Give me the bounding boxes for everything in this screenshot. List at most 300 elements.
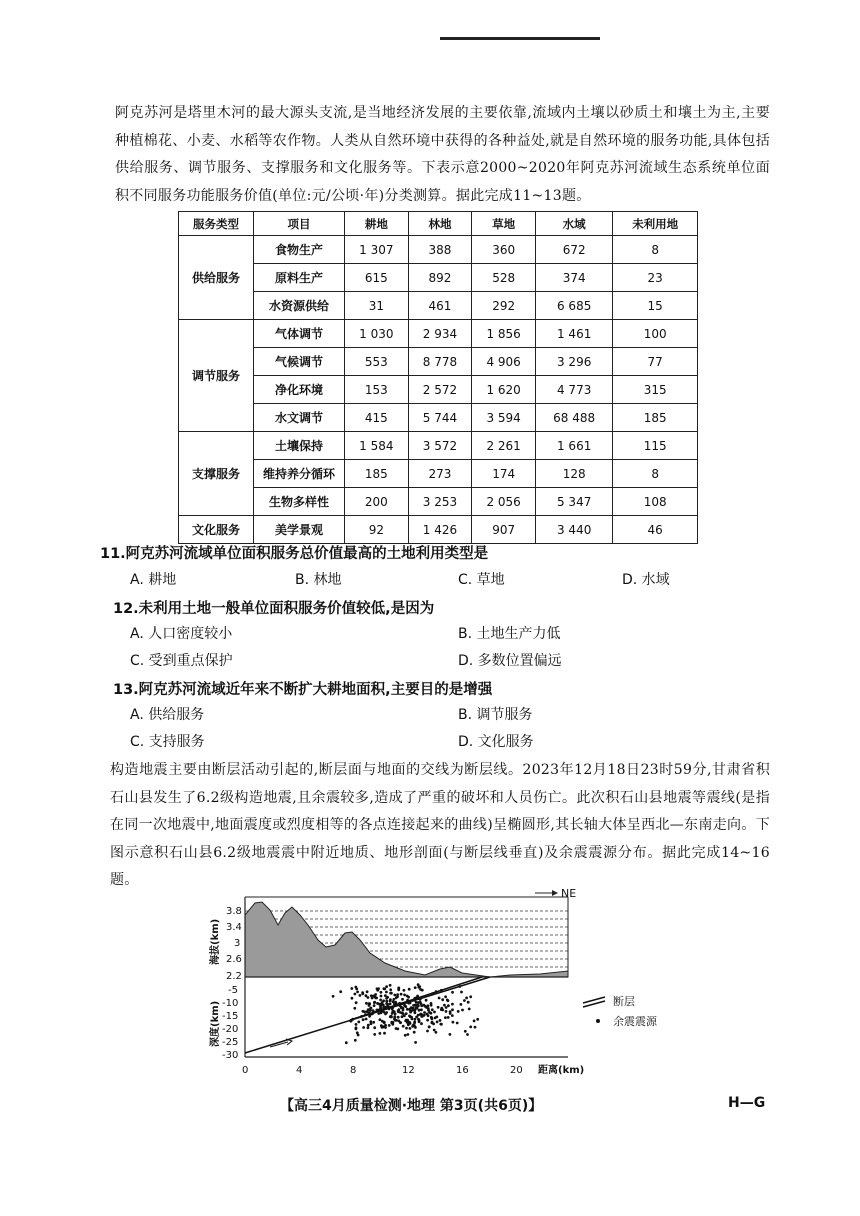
aftershock-dot [354, 986, 357, 989]
table-row [179, 488, 698, 516]
table-row [179, 236, 698, 264]
aftershock-dot [451, 1014, 454, 1017]
aftershock-dot [363, 1010, 366, 1013]
aftershock-dot [356, 991, 359, 994]
header-cell: 水域 [535, 212, 612, 236]
service-type-cell: 文化服务 [179, 516, 254, 544]
value-cell: 360 [472, 236, 536, 264]
aftershock-dot [410, 1016, 413, 1019]
q13-option-d[interactable]: D. 文化服务 [458, 734, 534, 750]
item-cell: 维持养分循环 [254, 460, 345, 488]
aftershock-dot [406, 1019, 409, 1022]
aftershock-dot [397, 1016, 400, 1019]
table-row [179, 516, 698, 544]
aftershock-dot [359, 994, 362, 997]
aftershock-dot [382, 1025, 385, 1028]
aftershock-dot [444, 995, 447, 998]
aftershock-dot [401, 1002, 404, 1005]
depth-tick: -5 [228, 985, 238, 996]
aftershock-dot [431, 1008, 434, 1011]
aftershock-dot [428, 1025, 431, 1028]
aftershock-dot [386, 996, 389, 999]
value-cell: 31 [345, 292, 409, 320]
value-cell: 3 440 [535, 516, 612, 544]
aftershock-dot [376, 1009, 379, 1012]
aftershock-dot [476, 1018, 479, 1021]
value-cell: 388 [408, 236, 472, 264]
aftershock-dot [464, 1030, 467, 1033]
aftershock-dot [406, 995, 409, 998]
item-cell: 水资源供给 [254, 292, 345, 320]
aftershock-dot [405, 1012, 408, 1015]
aftershock-dot [460, 1003, 463, 1006]
aftershock-dot [419, 988, 422, 991]
aftershock-dot [414, 986, 417, 989]
aftershock-dot [463, 999, 466, 1002]
q13-option-b[interactable]: B. 调节服务 [458, 707, 533, 723]
value-cell: 553 [345, 348, 409, 376]
aftershock-dot [401, 998, 404, 1001]
aftershock-dot [430, 1002, 433, 1005]
aftershock-dot [419, 998, 422, 1001]
altitude-tick: 2.6 [226, 954, 242, 965]
q12-option-b[interactable]: B. 土地生产力低 [458, 626, 561, 642]
table-row [179, 320, 698, 348]
scan-top-mark [440, 37, 600, 40]
aftershock-dot [380, 1012, 383, 1015]
aftershock-dot [376, 989, 379, 992]
depth-label: 深度(km) [210, 1000, 221, 1047]
x-tick: 16 [456, 1065, 469, 1076]
q12-option-a[interactable]: A. 人口密度较小 [130, 626, 233, 642]
question-12: 12.未利用土地一般单位面积服务价值较低,是因为 [113, 601, 435, 617]
aftershock-dot [365, 1018, 368, 1021]
value-cell: 46 [613, 516, 698, 544]
aftershock-dot [400, 993, 403, 996]
depth-tick: -30 [222, 1050, 239, 1061]
aftershock-dot [426, 1019, 429, 1022]
value-cell: 315 [613, 376, 698, 404]
aftershock-dot [456, 1022, 459, 1025]
aftershock-dot [399, 1021, 402, 1024]
aftershock-dot [353, 1007, 356, 1010]
aftershock-dot [412, 1024, 415, 1027]
aftershock-dot [451, 991, 454, 994]
aftershock-dot [408, 988, 411, 991]
table-row [179, 404, 698, 432]
aftershock-dot [354, 993, 357, 996]
table-row [179, 460, 698, 488]
aftershock-dot [413, 1031, 416, 1034]
q13-option-c[interactable]: C. 支持服务 [130, 734, 205, 750]
value-cell: 1 856 [472, 320, 536, 348]
value-cell: 2 572 [408, 376, 472, 404]
header-cell: 项目 [254, 212, 345, 236]
value-cell: 1 307 [345, 236, 409, 264]
intro-paragraph: 阿克苏河是塔里木河的最大源头支流,是当地经济发展的主要依靠,流域内土壤以砂质土和壤土为主,主要种植棉花、小麦、水稻等农作物。人类从自然环境中获得的各种益处,就是自然环境的服务功能,具体包括供给服务、调节服务、支撑服务和文化服务等。下表示意2000~2020年阿克苏河流域生态系统单位面积不同服务功能服务价值(单位:元/公顷·年)分类测算。据此完成11~13题。 [115, 105, 770, 204]
service-type-cell: 供给服务 [179, 236, 254, 320]
aftershock-dot [420, 1022, 423, 1025]
terrain-profile [245, 902, 568, 977]
aftershock-dot [433, 1011, 436, 1014]
altitude-tick: 2.2 [226, 971, 242, 982]
aftershock-dot [409, 1002, 412, 1005]
aftershock-dot [452, 1021, 455, 1024]
aftershock-dot [401, 1015, 404, 1018]
aftershock-dot [393, 994, 396, 997]
header-cell: 服务类型 [179, 212, 254, 236]
aftershock-dot [380, 1004, 383, 1007]
aftershock-dot [426, 1030, 429, 1033]
aftershock-dot [417, 1014, 420, 1017]
aftershock-dot [439, 1023, 442, 1026]
value-cell: 15 [613, 292, 698, 320]
aftershock-dot [418, 1009, 421, 1012]
depth-tick: -15 [222, 1011, 239, 1022]
value-cell: 6 685 [535, 292, 612, 320]
aftershock-dot [425, 999, 428, 1002]
item-cell: 土壤保持 [254, 432, 345, 460]
value-cell: 200 [345, 488, 409, 516]
aftershock-dot [409, 1022, 412, 1025]
aftershock-dot [420, 1002, 423, 1005]
value-cell: 5 347 [535, 488, 612, 516]
q11-option-c[interactable]: C. 草地 [458, 572, 505, 588]
value-cell: 3 572 [408, 432, 472, 460]
value-cell: 528 [472, 264, 536, 292]
value-cell: 907 [472, 516, 536, 544]
aftershock-dot [383, 1021, 386, 1024]
aftershock-dot [397, 1010, 400, 1013]
aftershock-dot [357, 1021, 360, 1024]
aftershock-dot [402, 1025, 405, 1028]
aftershock-dot [373, 1001, 376, 1004]
aftershock-dot [362, 1026, 365, 1029]
x-tick: 4 [296, 1065, 303, 1076]
aftershock-dot [385, 985, 388, 988]
item-cell: 净化环境 [254, 376, 345, 404]
aftershock-dot [389, 998, 392, 1001]
altitude-tick: 3.4 [226, 922, 242, 933]
aftershock-dot [418, 985, 421, 988]
value-cell: 77 [613, 348, 698, 376]
item-cell: 美学景观 [254, 516, 345, 544]
aftershock-dot [426, 1013, 429, 1016]
aftershock-dot [373, 1026, 376, 1029]
x-tick: 8 [350, 1065, 357, 1076]
value-cell: 892 [408, 264, 472, 292]
aftershock-dot [385, 991, 388, 994]
depth-tick: -20 [222, 1024, 239, 1035]
value-cell: 68 488 [535, 404, 612, 432]
aftershock-dot [383, 1032, 386, 1035]
table-header-row [179, 212, 698, 236]
aftershock-dot [468, 1008, 471, 1011]
aftershock-dot [404, 1005, 407, 1008]
aftershock-dot [397, 988, 400, 991]
quake-paragraph: 构造地震主要由断层活动引起的,断层面与地面的交线为断层线。2023年12月18日23时59分,甘肃省积石山县发生了6.2级构造地震,且余震较多,造成了严重的破坏和人员伤亡。此次积石山县地震等震线(是指在同一次地震中,地面震度或烈度相等的各点连接起来的曲线)呈椭圆形,其长轴大体呈西北—东南走向。下图示意积石山县6.2级地震震中附近地质、地形剖面(与断层线垂直)及余震震源分布。据此完成14~16题。 [110, 762, 770, 888]
aftershock-dot [332, 995, 335, 998]
aftershock-dot [421, 1014, 424, 1017]
value-cell: 174 [472, 460, 536, 488]
aftershock-dot [424, 1005, 427, 1008]
value-cell: 100 [613, 320, 698, 348]
aftershock-dot [418, 1020, 421, 1023]
aftershock-dot [407, 1033, 410, 1036]
aftershock-dot [451, 1008, 454, 1011]
aftershock-dot [428, 1011, 431, 1014]
aftershock-dot [371, 1012, 374, 1015]
depth-tick: -25 [222, 1037, 239, 1048]
legend-fault-label: 断层 [613, 995, 635, 1008]
value-cell: 672 [535, 236, 612, 264]
value-cell: 185 [613, 404, 698, 432]
aftershock-dot [375, 997, 378, 1000]
altitude-tick: 3 [234, 938, 241, 949]
aftershock-dot [370, 1022, 373, 1025]
aftershock-dot [446, 999, 449, 1002]
service-type-cell: 调节服务 [179, 320, 254, 432]
aftershock-dot [379, 1032, 382, 1035]
value-cell: 1 426 [408, 516, 472, 544]
value-cell: 4 906 [472, 348, 536, 376]
table-row [179, 292, 698, 320]
value-cell: 3 253 [408, 488, 472, 516]
aftershock-dot [445, 1006, 448, 1009]
aftershock-dot [431, 1018, 434, 1021]
aftershock-dot [440, 989, 443, 992]
header-cell: 草地 [472, 212, 536, 236]
aftershock-dot [385, 1002, 388, 1005]
aftershock-dot [389, 988, 392, 991]
footer-code: H—G [728, 1095, 766, 1111]
aftershock-dot [441, 998, 444, 1001]
value-cell: 415 [345, 404, 409, 432]
value-cell: 1 620 [472, 376, 536, 404]
value-cell: 3 296 [535, 348, 612, 376]
aftershock-dot [357, 1034, 360, 1037]
value-cell: 115 [613, 432, 698, 460]
aftershock-dot [400, 1006, 403, 1009]
aftershock-dot [380, 995, 383, 998]
aftershock-dot [403, 989, 406, 992]
header-cell: 未利用地 [613, 212, 698, 236]
aftershock-dot [469, 1026, 472, 1029]
aftershock-dot [393, 998, 396, 1001]
q11-option-b[interactable]: B. 林地 [295, 572, 342, 588]
altitude-label: 海拔(km) [210, 918, 221, 965]
aftershock-dot [437, 1006, 440, 1009]
aftershock-dot [415, 1001, 418, 1004]
aftershock-dot [380, 991, 383, 994]
direction-label: NE [561, 887, 577, 900]
table-row [179, 264, 698, 292]
value-cell: 5 744 [408, 404, 472, 432]
aftershock-dot [390, 1016, 393, 1019]
aftershock-dot [361, 991, 364, 994]
aftershock-dot [436, 1021, 439, 1024]
value-cell: 1 661 [535, 432, 612, 460]
value-cell: 461 [408, 292, 472, 320]
value-cell: 8 778 [408, 348, 472, 376]
aftershock-dot [360, 1015, 363, 1018]
header-cell: 耕地 [345, 212, 409, 236]
aftershock-dot [417, 1004, 420, 1007]
table-row [179, 376, 698, 404]
aftershock-dot [473, 1020, 476, 1023]
cross-section-figure [200, 885, 670, 1085]
aftershock-dot [469, 995, 472, 998]
table-row [179, 348, 698, 376]
aftershock-dot [414, 1041, 417, 1044]
aftershock-dot [339, 990, 342, 993]
question-11: 11.阿克苏河流域单位面积服务总价值最高的土地利用类型是 [100, 546, 489, 562]
aftershock-dot [381, 1001, 384, 1004]
aftershock-dot [368, 1003, 371, 1006]
value-cell: 1 461 [535, 320, 612, 348]
aftershock-dot [439, 1019, 442, 1022]
aftershock-dot [355, 1023, 358, 1026]
aftershock-dot [465, 997, 468, 1000]
aftershock-dot [458, 985, 461, 988]
aftershock-dot [372, 1009, 375, 1012]
value-cell: 2 261 [472, 432, 536, 460]
aftershock-dot [354, 1039, 357, 1042]
aftershock-dot [376, 1002, 379, 1005]
aftershock-dot [388, 1024, 391, 1027]
aftershock-dot [367, 1026, 370, 1029]
value-cell: 292 [472, 292, 536, 320]
aftershock-dot [395, 1027, 398, 1030]
aftershock-dot [451, 1003, 454, 1006]
header-cell: 林地 [408, 212, 472, 236]
aftershock-dot [379, 1018, 382, 1021]
aftershock-dot [394, 1019, 397, 1022]
item-cell: 食物生产 [254, 236, 345, 264]
q12-option-d[interactable]: D. 多数位置偏远 [458, 653, 562, 669]
value-cell: 23 [613, 264, 698, 292]
q12-option-c[interactable]: C. 受到重点保护 [130, 653, 233, 669]
aftershock-dot [467, 1001, 470, 1004]
aftershock-dot [392, 1000, 395, 1003]
aftershock-dot [402, 1012, 405, 1015]
aftershock-dot [355, 1026, 358, 1029]
q11-option-d[interactable]: D. 水域 [622, 572, 670, 588]
aftershock-dot [372, 995, 375, 998]
item-cell: 原料生产 [254, 264, 345, 292]
aftershock-dot [414, 1018, 417, 1021]
aftershock-dot [457, 1010, 460, 1013]
aftershock-dot [412, 1007, 415, 1010]
service-type-cell: 支撑服务 [179, 432, 254, 516]
aftershock-dot [391, 1007, 394, 1010]
aftershock-dot [414, 1009, 417, 1012]
altitude-tick: 3.8 [226, 906, 242, 917]
aftershock-dot [409, 1011, 412, 1014]
aftershock-dot [435, 990, 438, 993]
aftershock-dot [434, 1017, 437, 1020]
aftershock-dot [369, 1009, 372, 1012]
aftershock-dot [365, 1002, 368, 1005]
aftershock-dot [379, 999, 382, 1002]
aftershock-dot [388, 1008, 391, 1011]
aftershock-dot [350, 1019, 353, 1022]
aftershock-dot [447, 1004, 450, 1007]
aftershock-dot [414, 1011, 417, 1014]
aftershock-dot [444, 1016, 447, 1019]
value-cell: 273 [408, 460, 472, 488]
q11-option-a[interactable]: A. 耕地 [130, 572, 177, 588]
aftershock-dot [435, 1031, 438, 1034]
aftershock-dot [394, 1013, 397, 1016]
aftershock-dot [362, 1018, 365, 1021]
aftershock-dot [382, 1011, 385, 1014]
aftershock-dot [414, 1026, 417, 1029]
aftershock-dot [461, 1009, 464, 1012]
aftershock-dot [432, 1023, 435, 1026]
aftershock-dot [445, 1010, 448, 1013]
table-row [179, 432, 698, 460]
aftershock-dot [365, 994, 368, 997]
aftershock-dot [474, 1026, 477, 1029]
aftershock-dot [394, 1001, 397, 1004]
aftershock-dot [373, 1033, 376, 1036]
aftershock-dot [384, 994, 387, 997]
aftershock-dot [405, 1027, 408, 1030]
item-cell: 气候调节 [254, 348, 345, 376]
aftershock-dot [383, 1006, 386, 1009]
value-cell: 2 934 [408, 320, 472, 348]
aftershock-dot [391, 1021, 394, 1024]
distance-label: 距离(km) [538, 1065, 585, 1076]
value-cell: 8 [613, 460, 698, 488]
aftershock-dot [364, 1013, 367, 1016]
aftershock-dot [384, 1024, 387, 1027]
aftershock-dot [385, 1000, 388, 1003]
aftershock-dot [466, 1033, 469, 1036]
aftershock-dot [449, 1012, 452, 1015]
aftershock-dot [441, 1009, 444, 1012]
q13-option-a[interactable]: A. 供给服务 [130, 707, 205, 723]
aftershock-dot [373, 1004, 376, 1007]
aftershock-dot [406, 999, 409, 1002]
aftershock-dot [449, 1033, 452, 1036]
aftershock-dot [350, 987, 353, 990]
x-tick: 0 [242, 1065, 249, 1076]
aftershock-dot [372, 1021, 375, 1024]
aftershock-dot [438, 997, 441, 1000]
aftershock-dot [423, 1011, 426, 1014]
value-cell: 92 [345, 516, 409, 544]
aftershock-dot [389, 984, 392, 987]
aftershock-dot [345, 1041, 348, 1044]
item-cell: 生物多样性 [254, 488, 345, 516]
aftershock-dot [389, 1003, 392, 1006]
aftershock-dot [406, 1008, 409, 1011]
footer-page-info: 【高三4月质量检测·地理 第3页(共6页)】 [280, 1098, 543, 1114]
aftershock-dot [433, 1029, 436, 1032]
value-cell: 1 584 [345, 432, 409, 460]
aftershock-dot [403, 994, 406, 997]
x-tick: 12 [402, 1065, 415, 1076]
value-cell: 4 773 [535, 376, 612, 404]
value-cell: 1 030 [345, 320, 409, 348]
aftershock-dot [351, 997, 354, 1000]
value-cell: 3 594 [472, 404, 536, 432]
value-cell: 185 [345, 460, 409, 488]
value-cell: 128 [535, 460, 612, 488]
aftershock-dot [413, 997, 416, 1000]
